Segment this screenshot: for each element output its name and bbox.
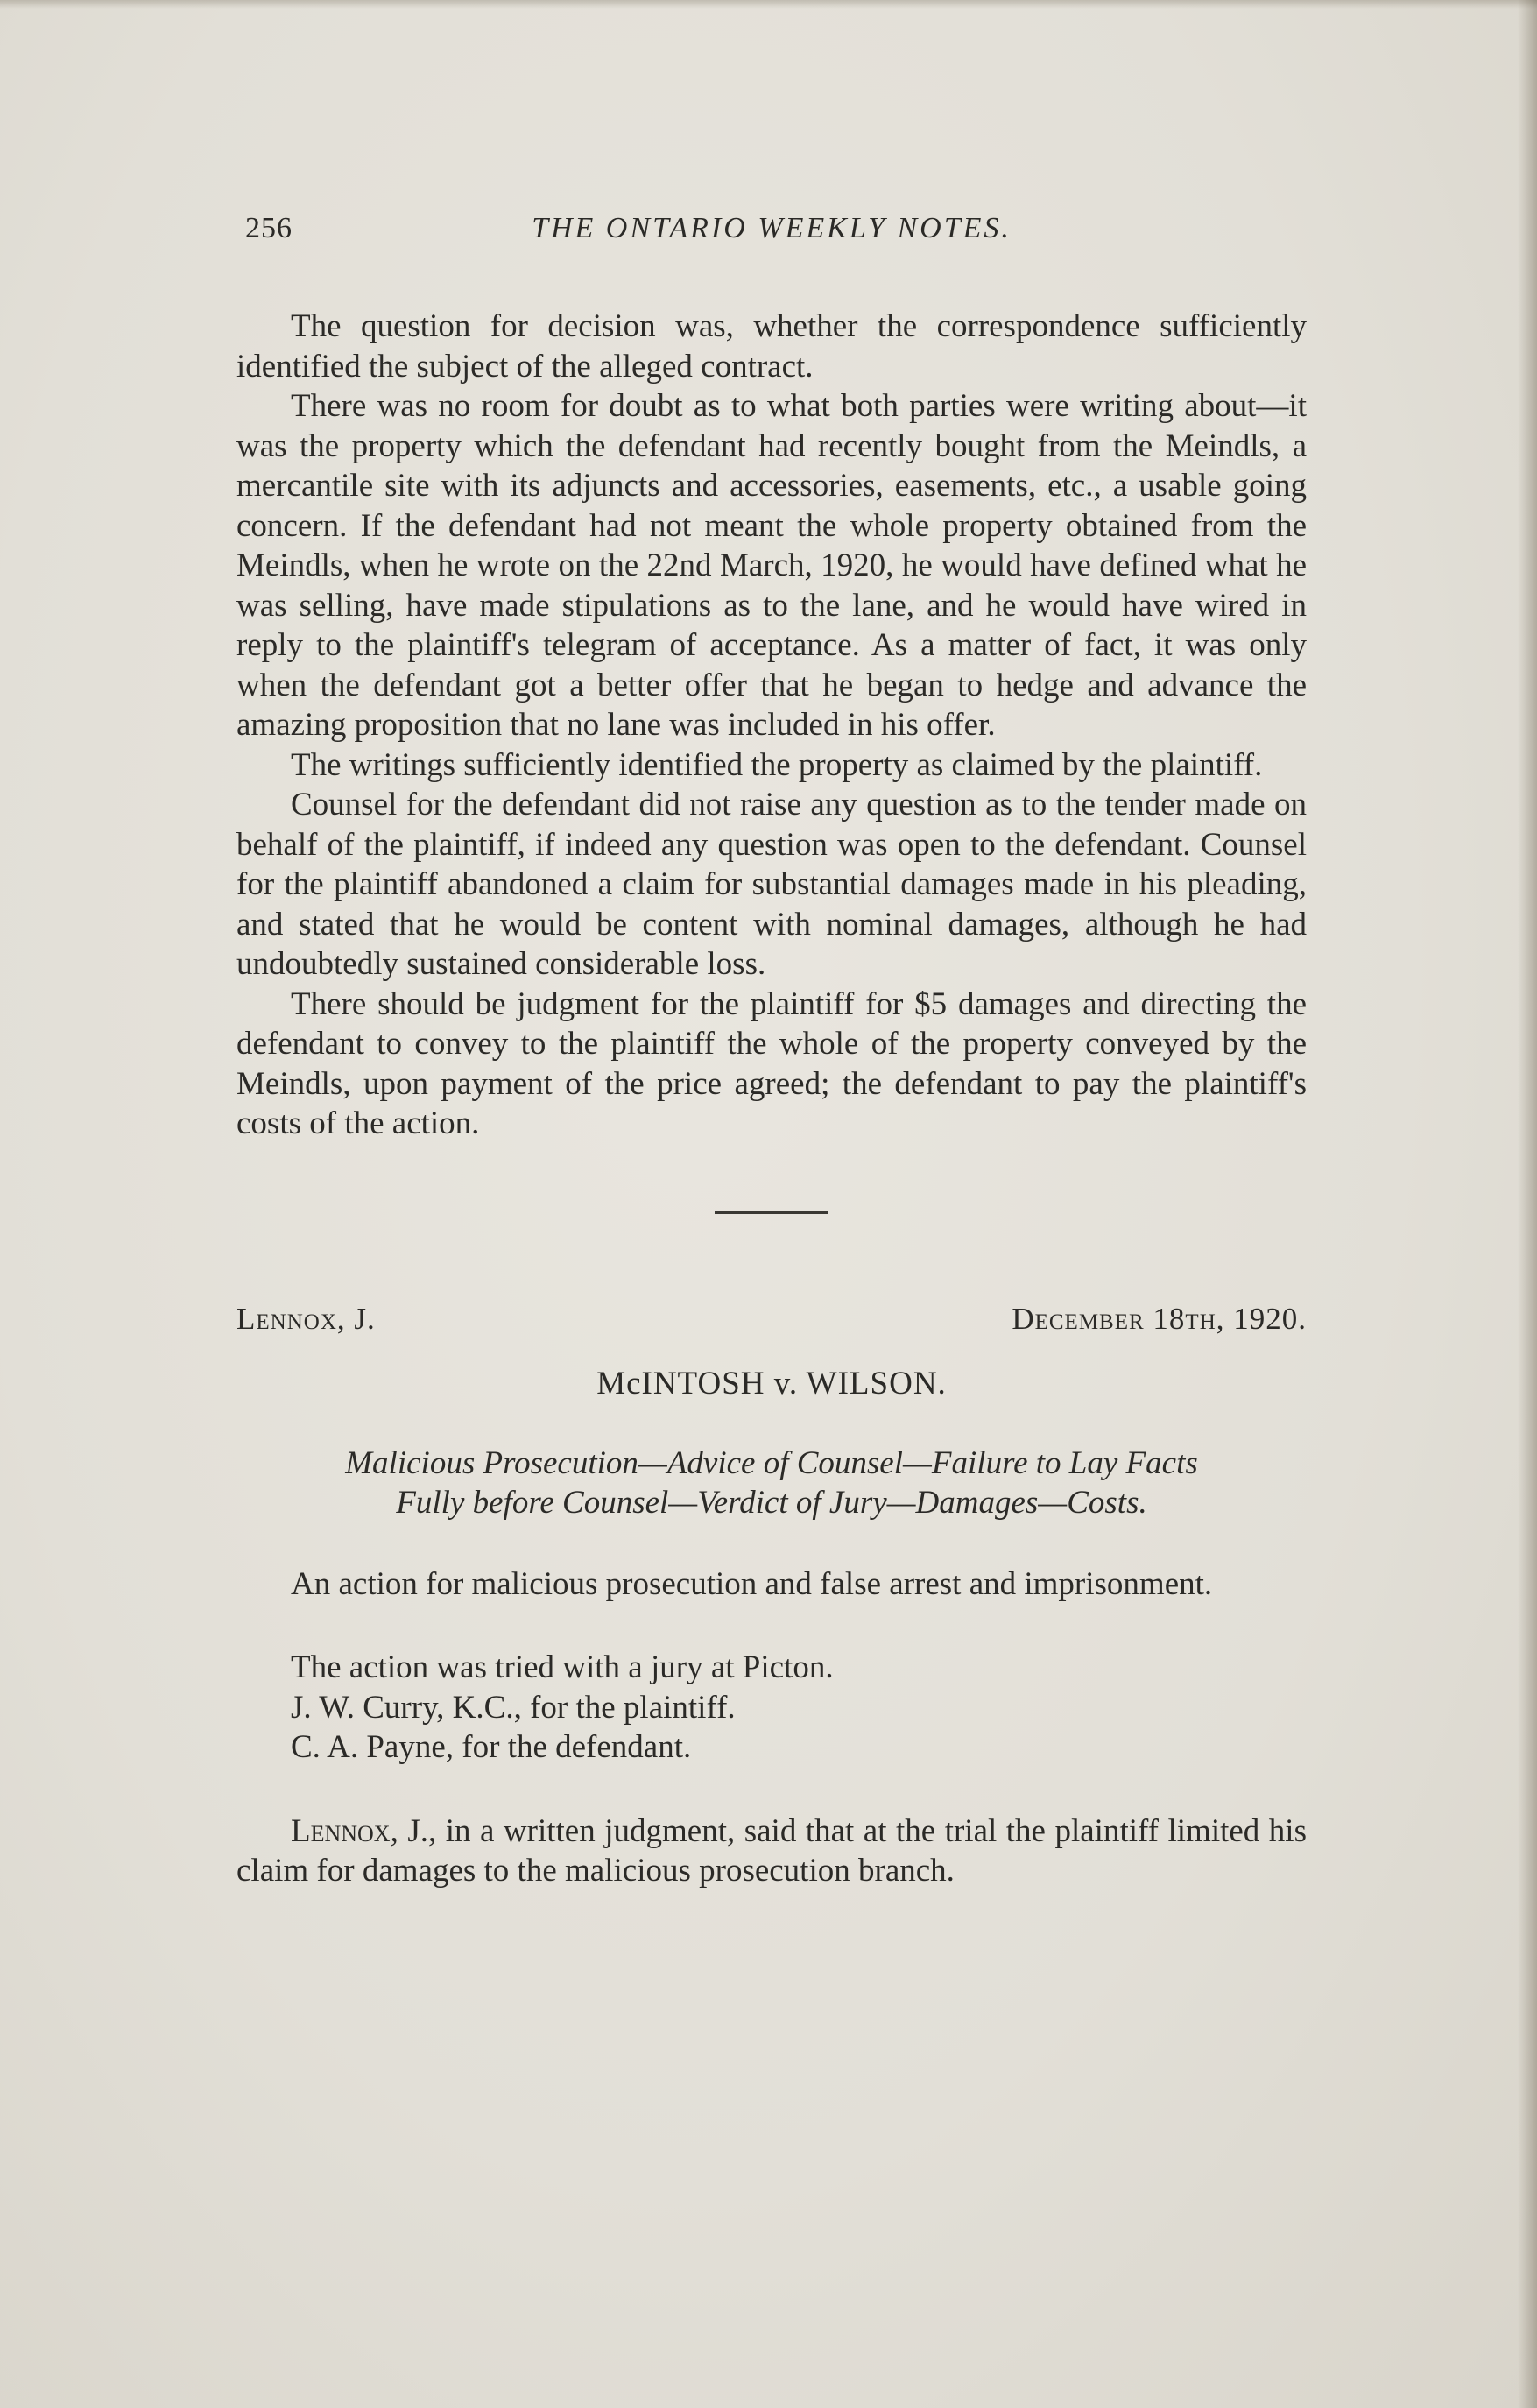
trial-line: J. W. Curry, K.C., for the plaintiff. — [291, 1689, 736, 1726]
headnote-line: Fully before Counsel—Verdict of Jury—Damages—Costs. — [396, 1484, 1147, 1521]
paragraph: There was no room for doubt as to what both parties were writing about—it was the property which the defendant had recently bought from the Meindls, a mercantile site with its adjuncts and accessories, easements, etc., a usable going concern. If the defendant had not meant the whole property obtained from the Meindls, when he wrote on the 22nd March, 1920, he would have defined what he was selling, have made stipulations as to the lane, and he would have wired in reply to the plaintiff's telegram of acceptance. As a matter of fact, it was only when the defendant got a better offer that he began to hedge and advance the amazing proposition that no lane was included in his offer. — [236, 388, 1307, 743]
judgment-date: December 18th, 1920. — [1012, 1301, 1307, 1336]
case-intro: An action for malicious prosecution and false arrest and imprisonment. — [291, 1565, 1213, 1602]
judge-name: Lennox, J. — [236, 1301, 376, 1336]
journal-title: THE ONTARIO WEEKLY NOTES. — [532, 212, 1012, 244]
judgment-text: , in a written judgment, said that at the trial the plaintiff limited his claim for damages to the malicious prosecution branch. — [236, 1812, 1307, 1889]
trial-details — [236, 1648, 1307, 1768]
case-header — [236, 1302, 1307, 1345]
page-number: 256 — [245, 212, 293, 244]
judgment-author: Lennox, J. — [291, 1812, 428, 1849]
paragraph: The question for decision was, whether the correspondence sufficiently identified the subject of the alleged contract. — [236, 308, 1307, 385]
page-content — [236, 200, 1307, 1891]
trial-line: C. A. Payne, for the defendant. — [291, 1729, 692, 1765]
page-edge-shadow-top — [0, 0, 1537, 9]
case-title: McINTOSH v. WILSON. — [596, 1365, 947, 1402]
page-edge-shadow-right — [1518, 0, 1537, 2408]
previous-case-text — [236, 307, 1307, 1144]
section-divider — [715, 1211, 828, 1214]
judgment-paragraph — [236, 1811, 1307, 1891]
headnote-line: Malicious Prosecution—Advice of Counsel—Failure to Lay Facts — [345, 1444, 1198, 1481]
paragraph: The writings sufficiently identified the property as claimed by the plaintiff. — [291, 746, 1263, 783]
paragraph: There should be judgment for the plaintiff for $5 damages and directing the defendant to convey to the plaintiff the whole of the property conveyed by the Meindls, upon payment of the price agreed; the defendant to pay the plaintiff's costs of the action. — [236, 985, 1307, 1141]
trial-line: The action was tried with a jury at Picton. — [291, 1649, 834, 1685]
running-head — [236, 200, 1307, 261]
headnote — [236, 1444, 1307, 1522]
paragraph: Counsel for the defendant did not raise any question as to the tender made on behalf of the plaintiff, if indeed any question was open to the defendant. Counsel for the plaintiff abandoned a claim for substantial damages made in his pleading, and stated that he would be content with nominal damages, although he had undoubtedly sustained considerable loss. — [236, 787, 1307, 982]
